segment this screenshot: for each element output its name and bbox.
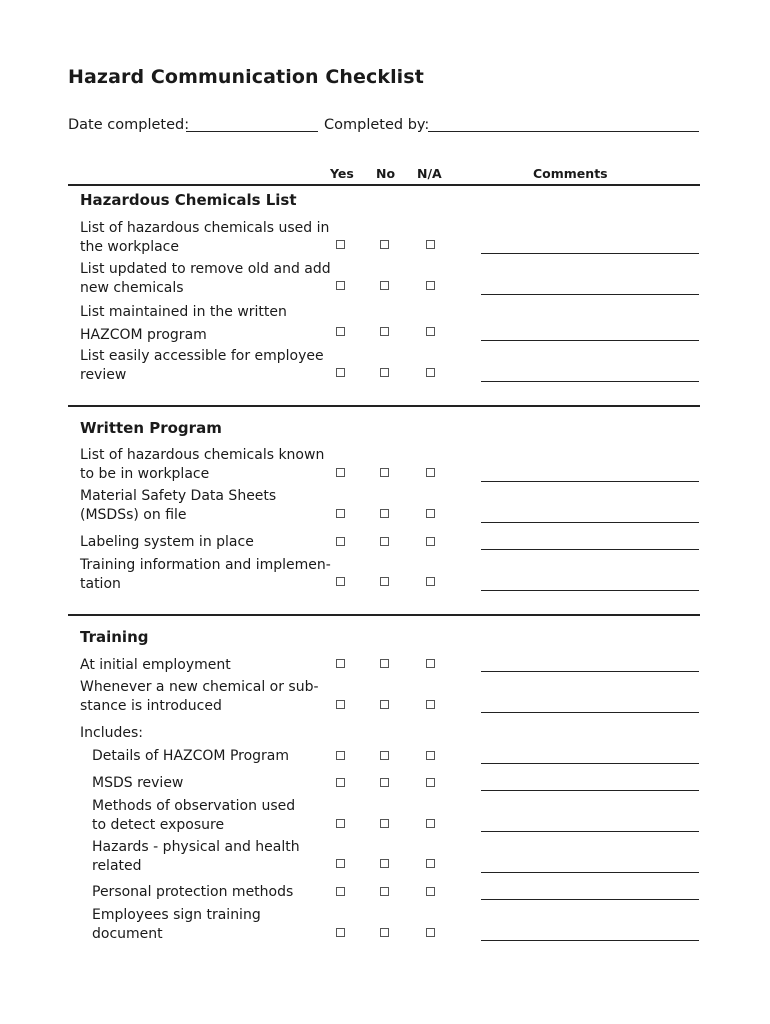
checklist-item-label: List maintained in the written HAZCOM program — [80, 304, 287, 343]
checklist-subitem-label: Hazards - physical and health related — [92, 839, 300, 874]
comment-line[interactable] — [481, 790, 699, 791]
comment-line[interactable] — [481, 671, 699, 672]
comment-line[interactable] — [481, 522, 699, 523]
yes-checkbox[interactable] — [336, 700, 345, 709]
comment-line[interactable] — [481, 940, 699, 941]
comment-line[interactable] — [481, 590, 699, 591]
na-checkbox[interactable] — [426, 281, 435, 290]
na-checkbox[interactable] — [426, 577, 435, 586]
comment-line[interactable] — [481, 872, 699, 873]
no-checkbox[interactable] — [380, 819, 389, 828]
no-checkbox[interactable] — [380, 778, 389, 787]
checklist-subitem-label: Methods of observation used to detect exposure — [92, 798, 296, 833]
no-checkbox[interactable] — [380, 468, 389, 477]
checklist-item-label: List of hazardous chemicals known to be in workplace — [80, 447, 325, 482]
yes-checkbox[interactable] — [336, 240, 345, 249]
section-divider — [68, 405, 700, 407]
yes-checkbox[interactable] — [336, 751, 345, 760]
yes-checkbox[interactable] — [336, 577, 345, 586]
yes-checkbox[interactable] — [336, 468, 345, 477]
comment-line[interactable] — [481, 899, 699, 900]
section-divider — [68, 614, 700, 616]
no-checkbox[interactable] — [380, 659, 389, 668]
checklist-item-label: List of hazardous chemicals used in the workplace — [80, 220, 330, 255]
comment-line[interactable] — [481, 763, 699, 764]
section-title-hazardous-chemicals-list: Hazardous Chemicals List — [80, 191, 297, 209]
yes-checkbox[interactable] — [336, 859, 345, 868]
column-comments: Comments — [533, 166, 608, 181]
no-checkbox[interactable] — [380, 859, 389, 868]
page-title: Hazard Communication Checklist — [68, 66, 424, 88]
comment-line[interactable] — [481, 253, 699, 254]
completed-by-field[interactable] — [428, 131, 699, 132]
yes-checkbox[interactable] — [336, 887, 345, 896]
no-checkbox[interactable] — [380, 928, 389, 937]
section-title-training: Training — [80, 628, 149, 646]
checklist-subitem-label: Employees sign training document — [92, 907, 261, 942]
checklist-item-label: At initial employment — [80, 657, 231, 673]
na-checkbox[interactable] — [426, 659, 435, 668]
na-checkbox[interactable] — [426, 928, 435, 937]
comment-line[interactable] — [481, 381, 699, 382]
no-checkbox[interactable] — [380, 368, 389, 377]
na-checkbox[interactable] — [426, 537, 435, 546]
yes-checkbox[interactable] — [336, 368, 345, 377]
na-checkbox[interactable] — [426, 887, 435, 896]
checklist-item-label: Labeling system in place — [80, 534, 254, 550]
na-checkbox[interactable] — [426, 468, 435, 477]
na-checkbox[interactable] — [426, 327, 435, 336]
no-checkbox[interactable] — [380, 327, 389, 336]
yes-checkbox[interactable] — [336, 537, 345, 546]
no-checkbox[interactable] — [380, 887, 389, 896]
na-checkbox[interactable] — [426, 819, 435, 828]
no-checkbox[interactable] — [380, 240, 389, 249]
comment-line[interactable] — [481, 340, 699, 341]
completed-by-label: Completed by: — [324, 117, 430, 133]
comment-line[interactable] — [481, 831, 699, 832]
date-completed-field[interactable] — [186, 131, 318, 132]
yes-checkbox[interactable] — [336, 281, 345, 290]
na-checkbox[interactable] — [426, 778, 435, 787]
no-checkbox[interactable] — [380, 509, 389, 518]
column-na: N/A — [417, 166, 442, 181]
no-checkbox[interactable] — [380, 751, 389, 760]
checklist-item-label: Whenever a new chemical or sub- stance is introduced — [80, 679, 319, 714]
yes-checkbox[interactable] — [336, 327, 345, 336]
checklist-item-label: Training information and implemen- tation — [80, 557, 331, 592]
na-checkbox[interactable] — [426, 751, 435, 760]
na-checkbox[interactable] — [426, 859, 435, 868]
section-divider — [68, 184, 700, 186]
checklist-item-label: List easily accessible for employee review — [80, 348, 324, 383]
column-no: No — [376, 166, 396, 181]
yes-checkbox[interactable] — [336, 778, 345, 787]
na-checkbox[interactable] — [426, 240, 435, 249]
na-checkbox[interactable] — [426, 509, 435, 518]
no-checkbox[interactable] — [380, 537, 389, 546]
yes-checkbox[interactable] — [336, 928, 345, 937]
checklist-item-label: List updated to remove old and add new chemicals — [80, 261, 331, 296]
na-checkbox[interactable] — [426, 368, 435, 377]
comment-line[interactable] — [481, 712, 699, 713]
includes-label: Includes: — [80, 725, 143, 741]
checklist-subitem-label: Personal protection methods — [92, 884, 294, 900]
date-completed-label: Date completed: — [68, 117, 190, 133]
no-checkbox[interactable] — [380, 700, 389, 709]
section-title-written-program: Written Program — [80, 419, 222, 437]
yes-checkbox[interactable] — [336, 659, 345, 668]
comment-line[interactable] — [481, 481, 699, 482]
comment-line[interactable] — [481, 294, 699, 295]
no-checkbox[interactable] — [380, 577, 389, 586]
column-yes: Yes — [330, 166, 354, 181]
na-checkbox[interactable] — [426, 700, 435, 709]
checklist-subitem-label: Details of HAZCOM Program — [92, 748, 290, 764]
checklist-item-label: Material Safety Data Sheets (MSDSs) on file — [80, 488, 277, 523]
yes-checkbox[interactable] — [336, 509, 345, 518]
yes-checkbox[interactable] — [336, 819, 345, 828]
checklist-subitem-label: MSDS review — [92, 775, 184, 791]
no-checkbox[interactable] — [380, 281, 389, 290]
comment-line[interactable] — [481, 549, 699, 550]
